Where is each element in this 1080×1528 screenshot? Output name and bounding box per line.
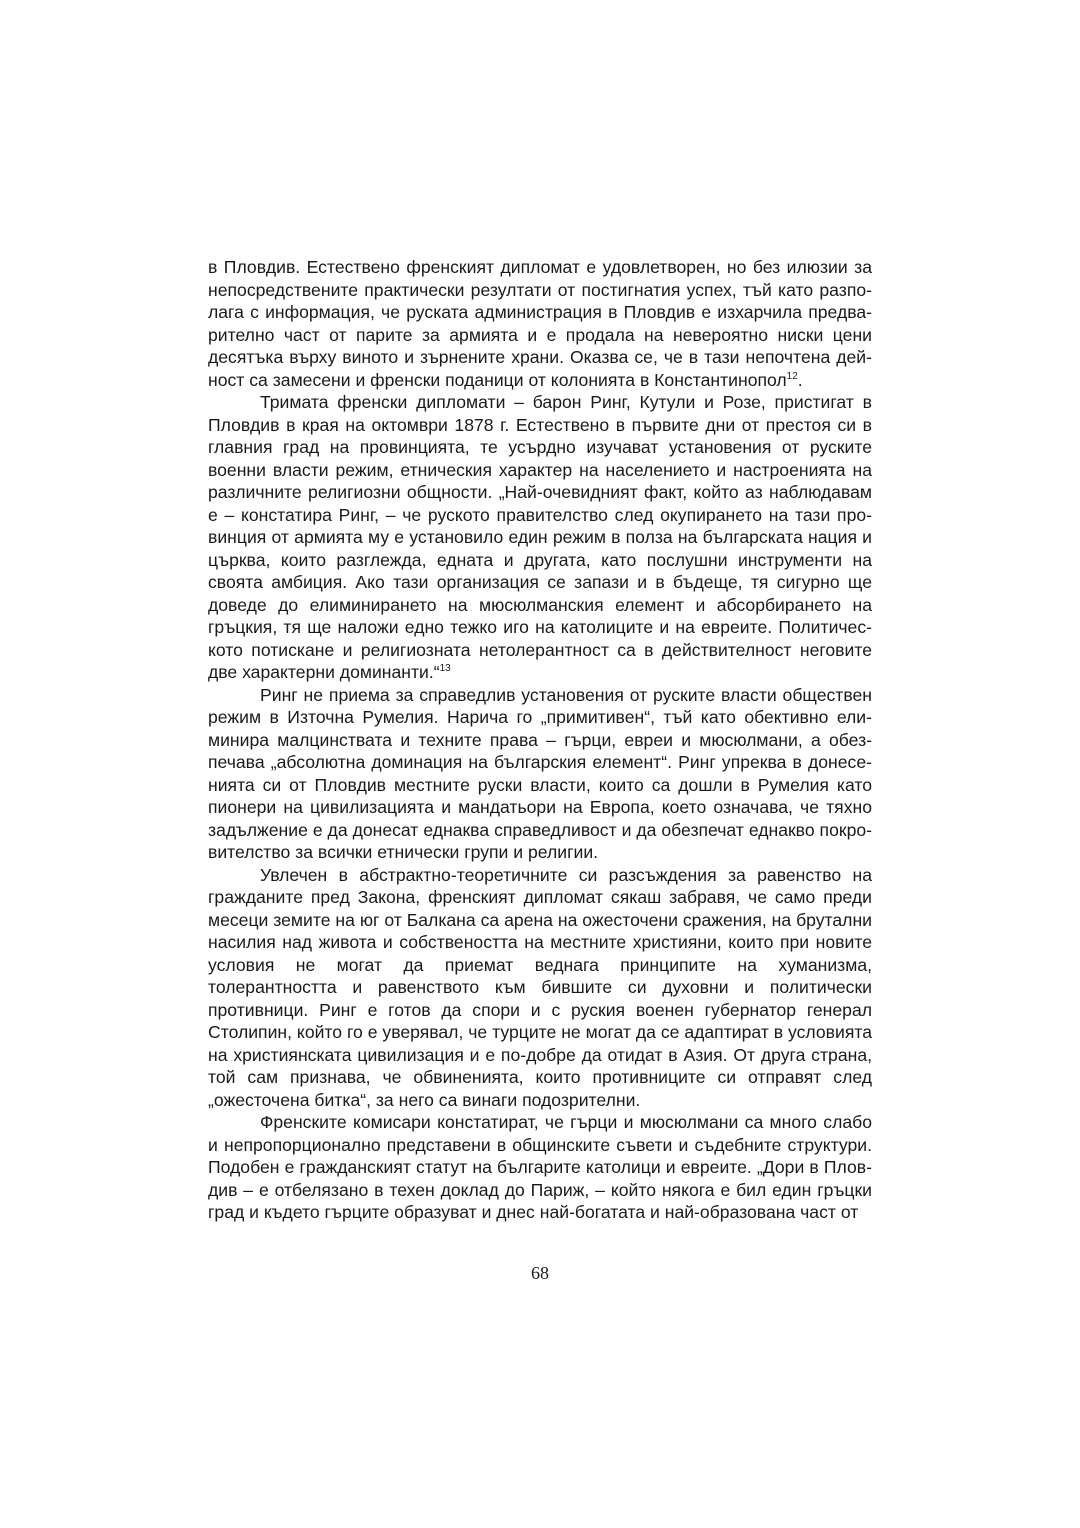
paragraph-5-text: Френските комисари констатират, че гърци и мюсюлмани са много слабо и непропорционално представени в общинските съвети и съдебните структури. Подобен е гражданският статут на българите католици и евреите. „Дори в Пловдив – е отбелязано в техен доклад до Париж, – който някога е бил един гръцки град и където гърците образуват и днес най-богатата и най-образована част от xyxy=(208,1112,872,1222)
paragraph-2 xyxy=(208,391,872,684)
paragraph-2-text: Тримата френски дипломати – барон Ринг, Кутули и Розе, пристигат в Пловдив в края на октомври 1878 г. Естествено в първите дни от престоя си в главния град на провинцията, те усърдно изучават установения от руските военни власти режим, етническия характер на населението и настроенията на различните религиозни общности. „Най-очевидният факт, който аз наблюдавам е – констатира Ринг, – че руското правителство след окупирането на тази провинция от армията му е установило един режим в полза на българската нация и църква, които разглежда, едната и другата, като послушни инструменти на своята амбиция. Ако тази организация се запази и в бъдеще, тя сигурно ще доведе до елиминирането на мюсюлманския елемент и абсорбирането на гръцкия, тя ще наложи едно тежко иго на католиците и на евреите. Политическото потискане и религиозната нетолерантност са в действителност неговите две характерни доминанти.“ xyxy=(208,392,872,682)
paragraph-4-text: Увлечен в абстрактно-теоретичните си разсъждения за равенство на гражданите пред Закона, френският дипломат сякаш забравя, че само преди месеци земите на юг от Балкана са арена на ожесточени сражения, на брутални насилия над живота и собствеността на местните християни, които при новите условия не могат да приемат веднага принципите на хуманизма, толерантността и равенството към бившите си духовни и политически противници. Ринг е готов да спори и с руския военен губернатор генерал Столипин, който го е уверявал, че турците не могат да се адаптират в условията на християнската цивилизация и е по-добре да отидат в Азия. От друга страна, той сам признава, че обвиненията, които противниците си отправят след „ожесточена битка“, за него са винаги подозрителни. xyxy=(208,864,872,1110)
paragraph-1 xyxy=(208,256,872,391)
paragraph-1-tail: . xyxy=(797,369,803,390)
body-text xyxy=(208,256,872,1224)
paragraph-3-text: Ринг не приема за справедлив установения от руските власти обществен режим в Източна Румелия. Нарича го „примитивен“, тъй като обективно елиминира малцинствата и техните права – гърци, евреи и мюсюлмани, а обезпечава „абсолютна доминация на българския елемент“. Ринг упреква в донесенията си от Пловдив местните руски власти, които са дошли в Румелия като пионери на цивилизацията и мандатьори на Европа, което означава, че тяхно задължение е да донесат еднаква справедливост и да обезпечат еднакво покровителство за всички етнически групи и религии. xyxy=(208,684,872,862)
footnote-ref-12: 12 xyxy=(786,370,798,382)
paragraph-1-text: в Пловдив. Естествено френският дипломат е удовлетворен, но без илюзии за непосредствените практически резултати от постигнатия успех, тъй като разполага с информация, че руската администрация в Пловдив е изхарчила предварително част от парите за армията и е продала на невероятно ниски цени десятъка върху виното и зърнените храни. Оказва се, че в тази непочтена дейност са замесени и френски поданици от колонията в Константинопол xyxy=(208,257,872,390)
paragraph-4 xyxy=(208,864,872,1112)
footnote-ref-13: 13 xyxy=(439,663,451,674)
page-number: 68 xyxy=(531,1263,549,1283)
paragraph-5 xyxy=(208,1111,872,1224)
paragraph-3 xyxy=(208,684,872,864)
